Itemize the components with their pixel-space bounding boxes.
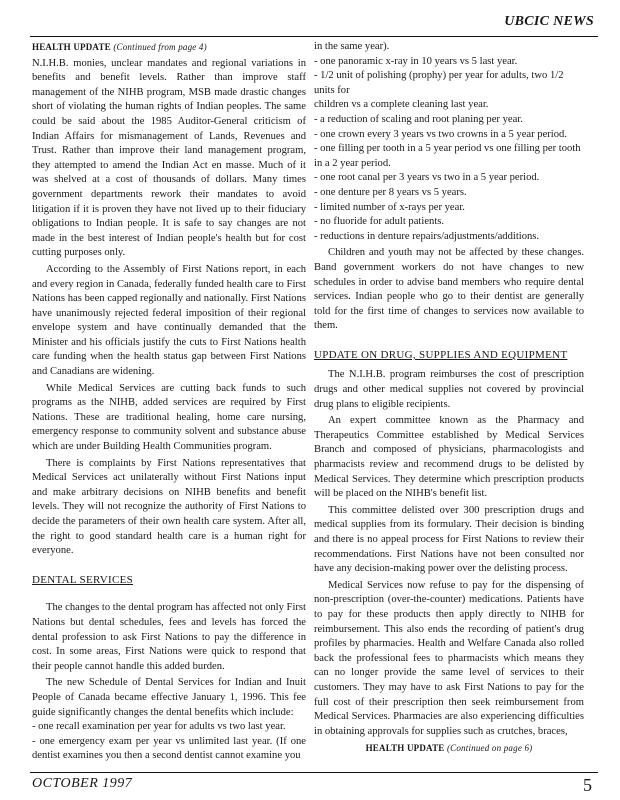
section-heading-drugs: UPDATE ON DRUG, SUPPLIES AND EQUIPMENT	[314, 348, 568, 361]
paragraph: N.I.H.B. monies, unclear mandates and regional variations in benefits and benefit levels. Rather than improve staff management of the NIHB program, MSB made drastic changes short of violating the human rights of Indian peoples. The same could be said about the 1985 Auditor-General criticism of Indian Affairs for mismanagement of Lands, Revenues and Trust. Rather than improve their land management program, they attempted to amend the Indian Act en masse. Much of it was shelved at a cost of thousands of dollars. Many times government departments rework their mandates to avoid litigation if it is proven they have not lived up to their fiduciary obligations to Indian people. It is safe to say changes are not made in the best interest of Indian people's health but for cost cutting purposes only.	[32, 57, 306, 259]
list-item: - one denture per 8 years vs 5 years.	[314, 186, 467, 198]
list-item: - limited number of x-rays per year.	[314, 201, 465, 213]
list-item: - no fluoride for adult patients.	[314, 216, 445, 228]
list-item: - a reduction of scaling and root planing per year.	[314, 113, 523, 125]
list-item: - one crown every 3 years vs two crowns in a 5 year period.	[314, 128, 567, 140]
paragraph: While Medical Services are cutting back funds to such programs as the NIHB, added services are required by First Nations. These are traditional healing, home care nursing, emergency response to community solvent and substance abuse which are under Building Health Communities program.	[32, 382, 306, 453]
section-heading-dental: DENTAL SERVICES	[32, 573, 134, 586]
page-number: 5	[583, 775, 592, 795]
paragraph: According to the Assembly of First Nations report, in each and every region in Canada, federally funded health care to First Nations has been capped regionally and nationally. First Nations have unanimously rejected federal imposition of their regional envelope system and have continually demanded that the Minister and his officials justify the cuts to First Nations health care funding when the health status gap between First Nations and Canadians are widening.	[32, 263, 306, 378]
list-item: - one emergency exam per year vs unlimited last year. (If one dentist examines you then a second dentist cannot examine you	[32, 735, 306, 762]
left-column	[32, 40, 306, 764]
paragraph: Children and youth may not be affected by these changes. Band government workers do not have changes to new schedules in order to advise band members who require dental services. Indian people who go to their dentist are generally told for the first time of changes to services now available to them.	[314, 247, 584, 332]
list-item: - one root canal per 3 years vs two in a 5 year period.	[314, 172, 540, 184]
list-item: - one recall examination per year for adults vs two last year.	[32, 721, 286, 733]
paragraph: The changes to the dental program has affected not only First Nations but dental schedules, fees and levels has forced the dental profession to ask First Nations to pay the difference in cost. In some areas, First Nations were quick to respond that their people cannot handle this added burden.	[32, 602, 306, 672]
masthead	[30, 6, 598, 37]
list-item: - one filling per tooth in a 5 year period vs one filling per tooth in a 2 year period.	[314, 143, 581, 169]
paragraph: An expert committee known as the Pharmacy and Therapeutics Committee established by Medical Services Branch and composed of physicians, pharmacologists and pharmacists review and recommend drugs to be delisted by Medical Services. They determine which prescription products will be placed on the NIHB's benefit list.	[314, 415, 584, 500]
continued-from-note	[32, 40, 306, 55]
paragraph: Medical Services now refuse to pay for the dispensing of non-prescription (over-the-counter) medications. Patients have to pay for these products then apply directly to NIHB for reimbursement. This also ends the recording of patient's drug profiles by pharmacies. Health and Welfare Canada also rolled back the professional fees to pharmacists which means they can no longer provide the same level of services to their customers. They may have to ask First Nations to pay for the full cost of their prescription then seek reimbursement from Medical Services. Pharmacies are also experiencing difficulties in obtaining approvals for supplies such as crutches, braces,	[314, 579, 584, 737]
continued-page-ref: (Continued on page 6)	[446, 743, 533, 754]
paragraph: This committee delisted over 300 prescription drugs and medical supplies from its formulary. Their decision is binding and there is no appeal process for First Nations to review their recommendations. First Nations have not been consulted nor have any decision-making power over the delisting process.	[314, 504, 584, 575]
list-item: in the same year).	[314, 41, 390, 52]
paragraph: There is complaints by First Nations representatives that Medical Services act unilaterally without First Nations input and make arbitrary decisions on NIHB benefits and benefit levels. They will not recognize the authority of First Nations to decide the parameters of their own health care system. After all, the right to good standard health care is a human right for everyone.	[32, 457, 306, 557]
list-item: - 1/2 unit of polishing (prophy) per year for adults, two 1/2 units for	[314, 70, 564, 96]
page-footer	[30, 772, 598, 797]
right-column	[314, 40, 584, 756]
issue-date: OCTOBER 1997	[32, 776, 133, 791]
paragraph: The N.I.H.B. program reimburses the cost of prescription drugs and other medical supplies not covered by provincial drug plans to eligible recipients.	[314, 369, 584, 410]
continued-on-note	[314, 741, 584, 756]
continued-label: HEALTH UPDATE	[365, 743, 445, 754]
list-item: children vs a complete cleaning last year.	[314, 99, 489, 111]
list-item: - reductions in denture repairs/adjustments/additions.	[314, 230, 540, 242]
continued-label: HEALTH UPDATE	[32, 42, 111, 52]
paragraph: The new Schedule of Dental Services for Indian and Inuit People of Canada became effective January 1, 1996. This fee guide significantly changes the dental benefits which include:	[32, 677, 306, 718]
continued-page-ref: (Continued from page 4)	[113, 42, 207, 52]
list-item: - one panoramic x-ray in 10 years vs 5 last year.	[314, 55, 518, 67]
newsletter-title: UBCIC NEWS	[504, 14, 594, 29]
